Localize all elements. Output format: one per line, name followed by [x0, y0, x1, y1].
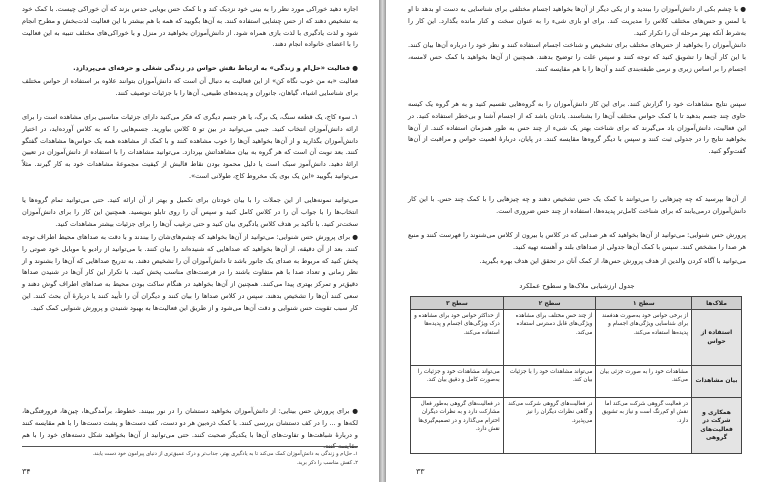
level-1-cell: مشاهدات خود را به صورت جزئی بیان می‌کند. [596, 366, 692, 398]
left-heading-activity: ● فعالیت «حل‌ام و زندگی» به ارتباط نقش حواس در زندگی شغلی و حرفه‌ای می‌پردازد. [73, 64, 358, 72]
table-row [411, 398, 742, 454]
criterion-cell: استفاده از حواس [692, 310, 742, 366]
level-3-cell: می‌تواند مشاهدات خود و جزئیات را به‌صورت کامل و دقیق بیان کند. [411, 366, 504, 398]
level-2-cell: از چند حس مختلف برای مشاهده ویژگی‌های قابل دسترس استفاده می‌کند. [503, 310, 596, 366]
footnote-1: ۱ـ حل‌ام و زندگی به دانش‌آموزان کمک می‌کند تا به یادگیری بهتر، جذاب‌تر و درک عمیق‌تری از دنیای پیرامون خود دست یابند. [92, 451, 358, 457]
right-paragraph-1: ● با چشم بکی از دانش‌آموزان را ببندید و از یکی دیگر از آن‌ها بخواهید اجسام مختلفی برای شناسایی به دست او بدهد تا او با لمس و حس‌های مختلف کلاس را مدیریت کند. برای او بازی شیء را به عنوان سخت و کنار مانده بگذارد. این کار را به‌شرط آنکه بهتر مرحله آن را تکرار کنید. [408, 5, 746, 37]
level-2-cell: در فعالیت‌های گروهی شرکت می‌کند و گاهی نظرات دیگران را نیز می‌پذیرد. [503, 398, 596, 454]
book-gutter [379, 0, 386, 482]
level-3-cell: از حداکثر حواس خود برای مشاهده و درک ویژگی‌های اجسام و پدیده‌ها استفاده می‌کند. [411, 310, 504, 366]
evaluation-table [410, 296, 742, 454]
criterion-cell: همکاری و شرکت در فعالیت‌های گروهی [692, 398, 742, 454]
level-1-cell: از برخی حواس خود به‌صورت هدفمند برای شناسایی ویژگی‌های اجسام و پدیده‌ها استفاده می‌کند. [596, 310, 692, 366]
table-header-row [411, 297, 742, 310]
page-number-left: ۳۴ [22, 467, 31, 476]
level-2-cell: می‌تواند مشاهدات خود را با جزئیات بیان کند. [503, 366, 596, 398]
table-row [411, 366, 742, 398]
footnote-2: ۲ـ کفش مناسب را ذکر برید. [296, 460, 358, 466]
right-paragraph-6: می‌توانید با آگاه کردن والدین از هدف پرورش حس‌ها، از کمک آنان در تحقق این هدف بهره بگیرید. [479, 257, 746, 265]
footnote-rule [22, 446, 358, 447]
left-paragraph-5: ● برای پرورش حس شنوایی: می‌توانید از آن‌ها بخواهید که چشم‌های‌شان را ببندند و با دقت به صداهای محیط اطراف توجه کنند. بعد از آن دقیقه، از آن‌ها بخواهید که صداهایی که شنیده‌اند را بیان کنند. با می‌توانید از رادیو یا موبایل خود صوتی را پخش کنید که مربوط به صدای یک جانور باشد تا دانش‌آموزان آن را تشخیص دهند. به تدریج صداهایی که آن‌ها را بشنوند و از نظر زمانی و تعداد صدا با هم متفاوت باشند را در فرصت‌های مناسب پخش کنید. با تکرار این کار آن‌ها در شنیدن صداها دقیق‌تر و تمرکز بهتری پیدا می‌کنند. همچنین از آن‌ها بخواهید در هنگام ساکت بودن محیط به صداهای اطراف گوش دهند و سعی کنند آن‌ها را تشخیص بدهند. سپس در کلاس صداها را بیان کنند و دیگران آن را تأیید کنند یا دربارهٔ آن بحث کنند. این کار سبب تقویت حس شنوایی و دقت آن‌ها می‌شود و از طریق این فعالیت‌ها به بهبود شنیدن و پرورش شنوایی کمک کنید. [22, 233, 358, 312]
table-header-level-1: سطح ۱ [596, 297, 692, 310]
left-paragraph-4: می‌توانید نمونه‌هایی از این جملات را با بیان خودتان برای تکمیل و بهتر از آن ارائه کنید. حتی می‌توانید تمام گروه‌ها یا انتخاب‌ها را با جواب آن را در کلاس کامل کنید و سپس آن را روی تابلو بنویسید. همچنین این کار را برای دانش‌آموزان سخت‌تر کنید. با تأکید بر هدف کلاس یادگیری بیان کنید و حتی ترغیب آن‌ها را برای جزئیات بیشتر مشاهدات کنید. [22, 196, 358, 228]
right-paragraph-4: از آن‌ها بپرسید که چه چیزهایی را می‌توانند با کمک یک حس تشخیص دهند و چه چیزهایی را با کمک چند حس. با این کار دانش‌آموزان درمی‌یابند که برای شناخت کامل‌تر پدیده‌ها، استفاده از چند حس ضروری است. [408, 195, 746, 215]
level-3-cell: در فعالیت‌های گروهی به‌طور فعال مشارکت دارد و به نظرات دیگران احترام می‌گذارد و در تصمیم‌گیری‌ها نقش دارد. [411, 398, 504, 454]
right-paragraph-3: سپس نتایج مشاهدات خود را گزارش کنند. برای این کار دانش‌آموزان را به گروه‌هایی تقسیم کنید و به هر گروه یک کیسه حاوی چند جسم بدهید تا با کمک حواس مختلف آن‌ها را بشناسند. یادتان باشد که از اجسام آشنا و بی‌خطر استفاده کنید. در این فعالیت، دانش‌آموزان یاد می‌گیرند که برای شناخت بهتر یک شیء از چند حس به طور همزمان استفاده کنند. از آن‌ها بخواهید نتایج را در جدولی ثبت کنند و سپس با دیگر گروه‌ها مقایسه کنند. در پایان، دربارهٔ اهمیت حواس و مراقبت از آن‌ها گفت‌وگو کنید. [408, 100, 746, 156]
left-paragraph-2: فعالیت «به من خوب نگاه کن» از این فعالیت به دنبال آن است که دانش‌آموزان بتوانند علاوه بر استفاده از حواس مختلف برای شناسایی اشیاء، گیاهان، جانوران و پدیده‌های طبیعی، آن‌ها را با جزئیات توصیف کنند. [22, 77, 358, 97]
table-row [411, 310, 742, 366]
level-1-cell: در فعالیت گروهی شرکت می‌کند اما نقش او کم‌رنگ است و نیاز به تشویق دارد. [596, 398, 692, 454]
table-header-level-3: سطح ۳ [411, 297, 504, 310]
right-paragraph-5: پرورش حس شنوایی: می‌توانید از آن‌ها بخواهید که هر صدایی که در کلاس یا بیرون از کلاس می‌شنوند را فهرست کنند و منبع هر صدا را مشخص کنند. سپس با کمک آن‌ها جدولی از صداهای بلند و آهسته تهیه کنید. [408, 231, 746, 251]
left-paragraph-3: ۱ـ سوء‌ کاج، یک قطعه سنگ، یک برگ، یا هر جسم دیگری که فکر می‌کنید دارای جزئیات مناسبی برای مشاهده است را برای ارائه دانش‌آموزان انتخاب کنید. جیبی می‌توانید در بین تو ۵ کلاس بیاورید. جسم‌هایی را که به کلاس آورده‌اید، در اختیار دانش‌آموزان بگذارید و از آن‌ها بخواهید آن‌ها را خوب مشاهده کنند و با کمک از مشاهده همه یک حواس‌ها مشاهدات گفتگو کنند. بعد نوبت آن است که هر گروه به بیان مشاهداتش بپردازد. می‌توانید مشاهدات را با استفاده از دانش‌آموزان در تعیین ارائهٔ دهید. دانش‌آموز سبک است یا دلیل محمود بودن نقاط قالبش از کیفیت مجموعهٔ مشاهدات خود به کار گیرند. مثلاً می‌توانید بگویید «این یک بوی یک مخروط کاج، طولانی است». [22, 113, 359, 180]
right-page [386, 0, 768, 482]
left-page [0, 0, 379, 482]
left-paragraph-1: اجازه دهید خوراکی مورد نظر را به بینی خود نزدیک کند و با کمک حس بویایی حدس بزند که آن خوراکی چیست. با کمک خود به تشخیص دهند که از حس چشایی استفاده کنند. به آن‌ها بگویید که همه با هم بیشتر با این فعالیت لذت‌بخش و مطرح انجام شود و لذت یادگیری با لذت بازی همراه شود. از دانش‌آموزان بخواهید در منزل و با خوراکی‌های مختلف تنبیه به این فعالیت را با اعضای خانواده انجام دهند. [22, 5, 358, 49]
left-paragraph-6: ● برای پرورش حس بینایی: از دانش‌آموزان بخواهید دستشان را در نور ببینند. خطوط، برآمدگی‌ها، چین‌ها، فرورفتگی‌ها، لکه‌ها و ... را در کف دستشان بررسی کنند. با کمک ذره‌بین هر دو دست، کف دست‌ها و پشت دست‌ها را با هم مقایسه کنند و دربارهٔ شباهت‌ها و تفاوت‌های آن‌ها با یکدیگر صحبت کنند. حتی می‌توانید از آن‌ها بخواهید شکل دسته‌های خود را با هم [22, 407, 358, 439]
table-header-level-2: سطح ۲ [503, 297, 596, 310]
criterion-cell: بیان مشاهدات [692, 366, 742, 398]
right-paragraph-2: دانش‌آموزان را بخواهید از حس‌های مختلف برای تشخیص و شناخت اجسام استفاده کنند و نظر خود را درباره آن‌ها بیان کنند. با این کار آن‌ها را تشویق کنید که توجه کنند و سپس علت را توضیح بدهند. همچنین از آن‌ها بخواهید با کمک حس لامسه، اجسام را بر اساس زبری و نرمی طبقه‌بندی کنند و آن‌ها را با هم مقایسه کنند. [408, 41, 746, 73]
table-caption: جدول ارزشیابی ملاک‌ها و سطوح عملکرد [519, 282, 635, 290]
table-header-criteria: ملاک‌ها [692, 297, 742, 310]
page-number-right: ۳۳ [416, 467, 425, 476]
